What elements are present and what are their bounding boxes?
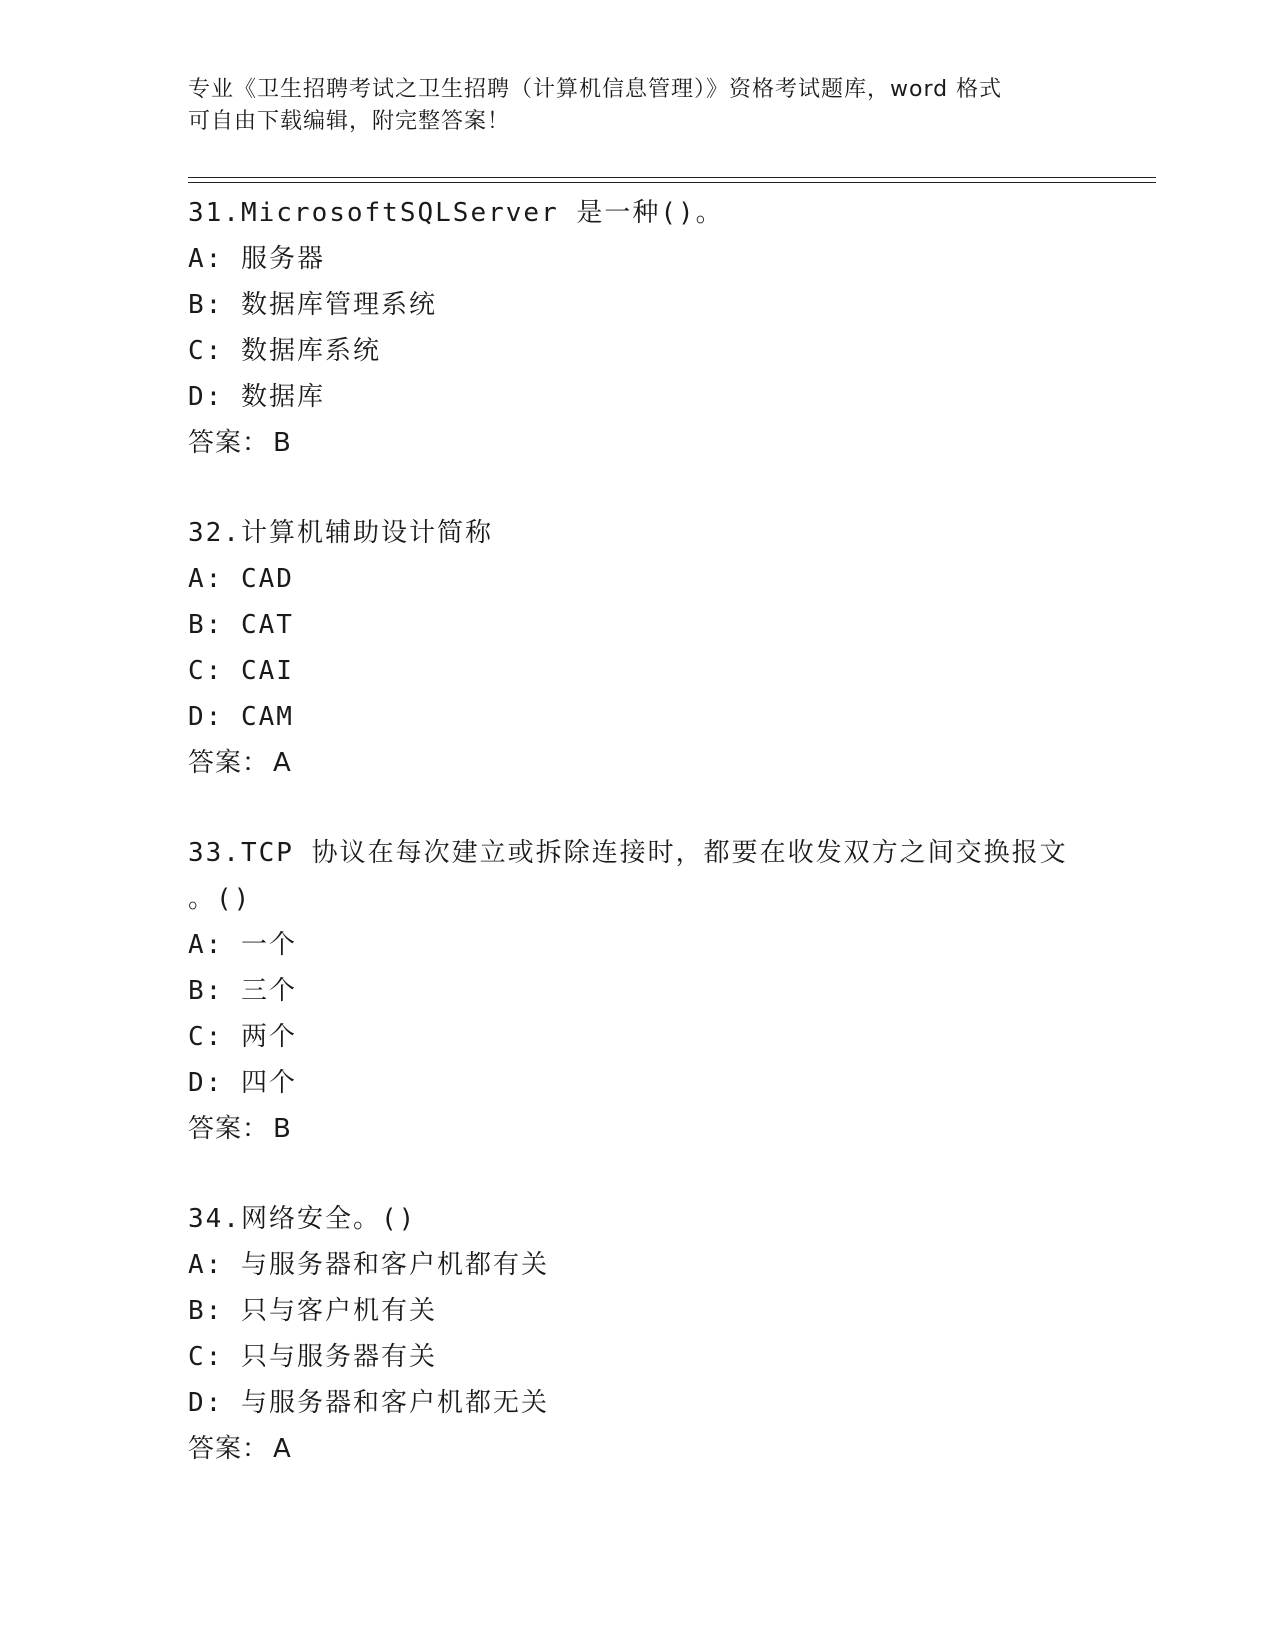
question-32 — [188, 510, 1088, 786]
answer-line — [188, 740, 1088, 786]
option-d: D: 数据库 — [188, 382, 325, 412]
question-stem-continued: 。() — [188, 884, 252, 914]
option-b: B: CAT — [188, 610, 294, 640]
option-a: A: CAD — [188, 564, 294, 594]
option-c: C: 数据库系统 — [188, 336, 381, 366]
option-c: C: CAI — [188, 656, 294, 686]
answer-line — [188, 1106, 1088, 1152]
option-d: D: CAM — [188, 702, 294, 732]
option-a: A: 与服务器和客户机都有关 — [188, 1250, 549, 1280]
answer-value: B — [273, 428, 292, 458]
header-line-2: 可自由下载编辑，附完整答案！ — [188, 109, 511, 134]
option-d: D: 四个 — [188, 1068, 297, 1098]
option-a: A: 服务器 — [188, 244, 325, 274]
option-d: D: 与服务器和客户机都无关 — [188, 1388, 549, 1418]
option-c: C: 两个 — [188, 1022, 297, 1052]
answer-value: A — [273, 748, 292, 778]
question-34 — [188, 1196, 1088, 1472]
option-b: B: 只与客户机有关 — [188, 1296, 437, 1326]
answer-value: A — [273, 1434, 292, 1464]
answer-line — [188, 1426, 1088, 1472]
header-line-1: 专业《卫生招聘考试之卫生招聘（计算机信息管理）》资格考试题库，word 格式 — [188, 77, 1003, 102]
option-c: C: 只与服务器有关 — [188, 1342, 437, 1372]
answer-value: B — [273, 1114, 292, 1144]
option-b: B: 三个 — [188, 976, 297, 1006]
document-header — [188, 74, 1088, 138]
question-list — [188, 190, 1088, 1516]
question-stem: 34.网络安全。() — [188, 1204, 417, 1234]
header-divider-top — [188, 177, 1156, 178]
question-33 — [188, 830, 1088, 1152]
question-stem: 32.计算机辅助设计简称 — [188, 518, 493, 548]
option-b: B: 数据库管理系统 — [188, 290, 437, 320]
answer-label: 答案： — [188, 1434, 270, 1464]
answer-label: 答案： — [188, 748, 270, 778]
answer-line — [188, 420, 1088, 466]
question-stem: 33.TCP 协议在每次建立或拆除连接时，都要在收发双方之间交换报文 — [188, 838, 1068, 868]
header-divider-bottom — [188, 182, 1156, 183]
answer-label: 答案： — [188, 1114, 270, 1144]
question-31 — [188, 190, 1088, 466]
answer-label: 答案： — [188, 428, 270, 458]
option-a: A: 一个 — [188, 930, 297, 960]
question-stem: 31.MicrosoftSQLServer 是一种()。 — [188, 198, 724, 228]
